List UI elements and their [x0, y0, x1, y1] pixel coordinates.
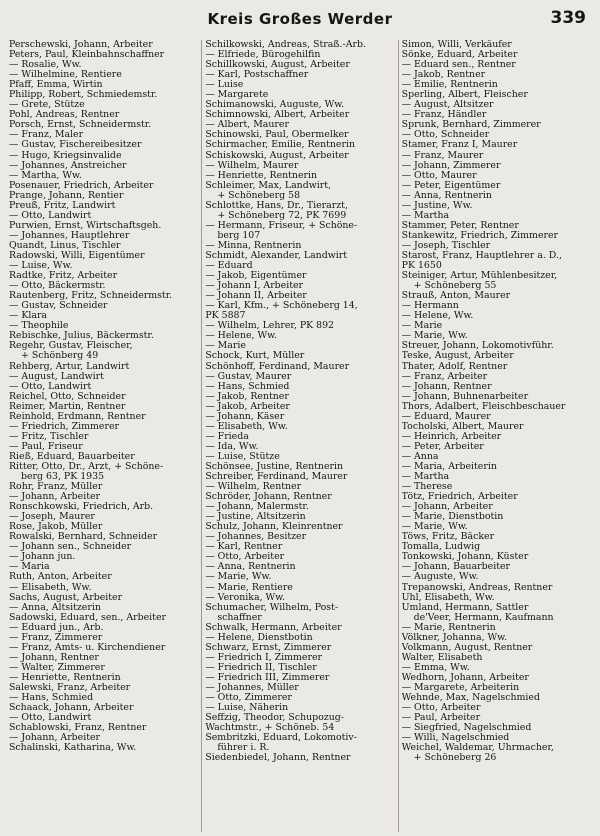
directory-entry: Porsch, Ernst, Schneidermstr.: [9, 120, 152, 131]
directory-entry: Pohl, Andreas, Rentner: [9, 110, 120, 121]
directory-entry: Salewski, Franz, Arbeiter: [9, 683, 131, 693]
directory-entry: — August, Altsitzer: [401, 100, 494, 111]
directory-entry: — Wilhelm, Maurer: [205, 160, 299, 171]
directory-entry: — Eduard sen., Rentner: [401, 60, 516, 71]
directory-entry: — Justine, Ww.: [401, 200, 473, 211]
directory-entry: + Schöneberg 26: [413, 753, 497, 764]
directory-entry: — Otto, Arbeiter: [205, 552, 285, 563]
directory-entry: — Karl, Postschaffner: [205, 70, 309, 81]
directory-entry: Umland, Hermann, Sattler: [401, 602, 529, 613]
directory-entry: — Johann, Malermstr.: [205, 502, 309, 513]
directory-entry: Thater, Adolf, Rentner: [401, 361, 508, 372]
directory-entry: Schönsee, Justine, Rentnerin: [205, 461, 344, 472]
directory-entry: — Justine, Altsitzerin: [205, 512, 306, 523]
directory-entry: Sachs, August, Arbeiter: [9, 592, 123, 603]
directory-entry: Prange, Johann, Rentier: [9, 190, 124, 201]
directory-entry: — Friedrich, Zimmerer: [9, 421, 119, 432]
directory-entry: — Helene, Ww.: [205, 331, 278, 342]
directory-entry: Schilkowski, Andreas, Straß.-Arb.: [205, 40, 366, 50]
directory-entry: Schablowski, Franz, Rentner: [9, 723, 147, 734]
directory-entry: — Auguste, Ww.: [401, 572, 479, 583]
directory-entry: — Luise, Ww.: [9, 261, 73, 272]
directory-entry: — Elisabeth, Ww.: [9, 582, 92, 593]
directory-entry: — Helene, Ww.: [401, 311, 474, 322]
directory-entry: Schillkowski, August, Arbeiter: [205, 60, 350, 71]
directory-entry: — Hans, Schmied: [9, 693, 94, 704]
directory-entry: Purwien, Ernst, Wirtschaftsgeh.: [9, 220, 162, 231]
directory-entry: Schirmacher, Emilie, Rentnerin: [205, 140, 355, 151]
directory-entry: Sprunk, Bernhard, Zimmerer: [401, 120, 541, 131]
directory-entry: Thors, Adalbert, Fleischbeschauer: [401, 401, 566, 412]
directory-entry: — Franz, Maler: [9, 130, 84, 141]
directory-entry: — Peter, Arbeiter: [401, 441, 484, 452]
directory-entry: — Hermann, Friseur, + Schöne-: [205, 220, 358, 231]
directory-entry: — Anna, Rentnerin: [205, 562, 296, 573]
directory-entry: — Hugo, Kriegsinvalide: [9, 150, 122, 161]
directory-entry: — Emma, Ww.: [401, 662, 470, 673]
directory-entry: Sperling, Albert, Fleischer: [401, 90, 528, 101]
directory-entry: Rowalski, Bernhard, Schneider: [9, 532, 158, 543]
directory-entry: — Johann, Rentner: [9, 652, 99, 663]
directory-entry: Wedhorn, Johann, Arbeiter: [401, 672, 529, 683]
directory-entry: — Veronika, Ww.: [205, 592, 286, 603]
directory-entry: Starost, Franz, Hauptlehrer a. D.,: [401, 250, 562, 261]
directory-entry: Ritter, Otto, Dr., Arzt, + Schöne-: [9, 461, 164, 472]
directory-entry: — Joseph, Maurer: [9, 512, 95, 523]
directory-entry: + Schöneberg 55: [413, 281, 497, 292]
directory-entry: Sadowski, Eduard, sen., Arbeiter: [9, 612, 166, 623]
directory-entry: — Gustav, Maurer: [205, 371, 292, 382]
directory-entry: — Franz, Amts- u. Kirchendiener: [9, 642, 166, 653]
directory-entry: — Martha, Ww.: [9, 170, 82, 181]
directory-column-3: [399, 40, 594, 832]
directory-entry: — Fritz, Tischler: [9, 431, 89, 442]
directory-entry: Schimnowski, Albert, Arbeiter: [205, 110, 350, 121]
directory-entry: Quandt, Linus, Tischler: [9, 240, 121, 251]
directory-entry: — Johann I, Arbeiter: [205, 281, 304, 292]
page-number: 339: [550, 8, 586, 28]
directory-entry: — Wilhelm, Rentner: [205, 482, 302, 493]
directory-entry: Schulz, Johann, Kleinrentner: [205, 522, 343, 533]
directory-entry: Schreiber, Ferdinand, Maurer: [205, 472, 348, 483]
directory-entry: Siedenbiedel, Johann, Rentner: [205, 753, 351, 764]
directory-entry: Philipp, Robert, Schmiedemstr.: [9, 90, 158, 101]
directory-entry: Schönhoff, Ferdinand, Maurer: [205, 361, 350, 372]
directory-entry: — Hermann: [401, 301, 459, 312]
directory-entry: — Therese: [401, 482, 453, 493]
directory-entry: — Johann II, Arbeiter: [205, 291, 307, 302]
directory-entry: Schlottke, Hans, Dr., Tierarzt,: [205, 200, 348, 211]
directory-column-1: [6, 40, 202, 832]
directory-entry: — Franz, Zimmerer: [9, 632, 103, 643]
directory-entry: — Ida, Ww.: [205, 441, 259, 452]
directory-entry: — Johann jun.: [9, 552, 76, 563]
directory-entry: — Henriette, Rentnerin: [205, 170, 318, 181]
directory-entry: Stamer, Franz I, Maurer: [401, 140, 518, 151]
directory-entry: — Elfriede, Bürogehilfin: [205, 50, 321, 61]
directory-entry: — Willi, Nagelschmied: [401, 733, 510, 744]
directory-entry: de'Veer, Hermann, Kaufmann: [413, 612, 554, 623]
directory-entry: Trepanowski, Andreas, Rentner: [401, 582, 553, 593]
page-header: [0, 10, 600, 34]
directory-entry: — Theophile: [9, 321, 69, 332]
directory-entry: Rohr, Franz, Müller: [9, 482, 103, 493]
directory-entry: Schiskowski, August, Arbeiter: [205, 150, 349, 161]
directory-entry: — Otto, Maurer: [401, 170, 477, 181]
directory-entry: — Johann, Käser: [205, 411, 285, 422]
directory-entry: — Marie: [205, 341, 246, 352]
directory-entry: Stammer, Peter, Rentner: [401, 220, 519, 231]
directory-entry: Walter, Elisabeth: [401, 652, 483, 663]
directory-entry: — Paul, Arbeiter: [401, 713, 481, 724]
directory-entry: — Otto, Bäckermstr.: [9, 281, 106, 292]
directory-entry: — Otto, Schneider: [401, 130, 490, 141]
directory-entry: Sönke, Eduard, Arbeiter: [401, 50, 518, 61]
directory-entry: — Joseph, Tischler: [401, 240, 491, 251]
directory-entry: Regehr, Gustav, Fleischer,: [9, 341, 133, 352]
directory-entry: — Marie, Ww.: [205, 572, 272, 583]
directory-entry: — Marie, Ww.: [401, 522, 468, 533]
directory-entry: Seffzig, Theodor, Schupozug-: [205, 713, 344, 724]
directory-entry: — Helene, Dienstbotin: [205, 632, 313, 643]
directory-entry: — Martha: [401, 210, 450, 221]
directory-entry: Töws, Fritz, Bäcker: [401, 532, 495, 543]
directory-entry: — Johann, Arbeiter: [9, 733, 101, 744]
directory-entry: Reimer, Martin, Rentner: [9, 401, 126, 412]
directory-entry: Ronschkowski, Friedrich, Arb.: [9, 502, 154, 513]
directory-entry: — Johannes, Besitzer: [205, 532, 307, 543]
directory-entry: — Marie, Dienstbotin: [401, 512, 504, 523]
directory-entry: + Schönberg 49: [21, 351, 99, 362]
directory-entry: — Karl, Rentner: [205, 542, 283, 553]
directory-entry: Tocholski, Albert, Maurer: [401, 421, 524, 432]
directory-entry: — Marie, Rentnerin: [401, 622, 496, 633]
directory-entry: Strauß, Anton, Maurer: [401, 291, 511, 302]
directory-entry: Schwalk, Hermann, Arbeiter: [205, 622, 342, 633]
directory-entry: — Klara: [9, 311, 48, 322]
directory-entry: — Emilie, Rentnerin: [401, 80, 498, 91]
directory-entry: Schaack, Johann, Arbeiter: [9, 703, 134, 714]
directory-entry: + Schöneberg 58: [217, 190, 301, 201]
directory-entry: — Franz, Maurer: [401, 150, 484, 161]
directory-entry: — Marie, Ww.: [401, 331, 468, 342]
directory-entry: — Gustav, Fischereibesitzer: [9, 140, 142, 151]
directory-entry: PK 1650: [401, 261, 442, 272]
directory-entry: — Johannes, Hauptlehrer: [9, 230, 130, 241]
directory-entry: Schumacher, Wilhelm, Post-: [205, 602, 339, 613]
directory-entry: — Johannes, Müller: [205, 683, 299, 693]
directory-entry: Schleimer, Max, Landwirt,: [205, 180, 331, 191]
directory-entry: Peters, Paul, Kleinbahnschaffner: [9, 50, 165, 61]
directory-entry: — Wilhelm, Lehrer, PK 892: [205, 321, 335, 332]
directory-entry: Volkmann, August, Rentner: [401, 642, 533, 653]
directory-entry: Weichel, Waldemar, Uhrmacher,: [401, 743, 554, 754]
directory-entry: Schimanowski, Auguste, Ww.: [205, 100, 345, 111]
directory-entry: Tötz, Friedrich, Arbeiter: [401, 492, 518, 503]
directory-entry: — Eduard: [205, 261, 253, 272]
directory-entry: berg 107: [217, 230, 261, 241]
directory-entry: — Friedrich I, Zimmerer: [205, 652, 322, 663]
directory-entry: Völkner, Johanna, Ww.: [401, 632, 508, 643]
directory-entry: Rehberg, Artur, Landwirt: [9, 361, 130, 372]
directory-entry: PK 5887: [205, 311, 246, 322]
directory-entry: — Frieda: [205, 431, 249, 442]
directory-entry: — Elisabeth, Ww.: [205, 421, 288, 432]
directory-entry: — Maria, Arbeiterin: [401, 461, 497, 472]
directory-entry: Tomalla, Ludwig: [401, 542, 481, 553]
directory-entry: — Jakob, Rentner: [205, 391, 289, 402]
directory-entry: — Otto, Landwirt: [9, 381, 92, 392]
directory-entry: — Luise, Näherin: [205, 703, 289, 714]
directory-entry: — Jakob, Eigentümer: [205, 271, 307, 282]
directory-entry: berg 63, PK 1935: [21, 472, 105, 483]
directory-entry: — Karl, Kfm., + Schöneberg 14,: [205, 301, 358, 312]
page-title: Kreis Großes Werder: [207, 10, 393, 28]
directory-entry: Perschewski, Johann, Arbeiter: [9, 40, 153, 50]
directory-entry: — Peter, Eigentümer: [401, 180, 501, 191]
directory-entry: — Marie, Rentiere: [205, 582, 293, 593]
directory-entry: Posenauer, Friedrich, Arbeiter: [9, 180, 154, 191]
directory-entry: — Wilhelmine, Rentiere: [9, 70, 122, 81]
directory-entry: — Martha: [401, 472, 450, 483]
directory-entry: — Walter, Zimmerer: [9, 662, 105, 673]
directory-entry: Pfaff, Emma, Wirtin: [9, 80, 103, 91]
directory-entry: — Margarete: [205, 90, 269, 101]
directory-entry: — Luise: [205, 80, 244, 91]
directory-entry: — Hans, Schmied: [205, 381, 290, 392]
directory-entry: — Maria: [9, 562, 50, 573]
directory-entry: — Otto, Zimmerer: [205, 693, 292, 704]
directory-entry: Steiniger, Artur, Mühlenbesitzer,: [401, 271, 558, 282]
directory-entry: — Rosalie, Ww.: [9, 60, 82, 71]
directory-entry: — Margarete, Arbeiterin: [401, 683, 520, 693]
directory-entry: Simon, Willi, Verkäufer: [401, 40, 512, 50]
directory-entry: — Grete, Stütze: [9, 100, 85, 111]
directory-entry: — Johann, Zimmerer: [401, 160, 501, 171]
directory-entry: — Jakob, Arbeiter: [205, 401, 290, 412]
directory-entry: Preuß, Fritz, Landwirt: [9, 200, 116, 211]
directory-entry: — Jakob, Rentner: [401, 70, 486, 81]
directory-entry: Wehnde, Max, Nagelschmied: [401, 693, 540, 704]
directory-entry: — Johann, Buhnenarbeiter: [401, 391, 529, 402]
directory-column-2: [202, 40, 398, 832]
directory-entry: — Eduard jun., Arb.: [9, 622, 104, 633]
directory-entry: Schinowski, Paul, Obermelker: [205, 130, 349, 141]
directory-entry: — Paul, Friseur: [9, 441, 83, 452]
directory-entry: Schwarz, Ernst, Zimmerer: [205, 642, 332, 653]
directory-entry: — Gustav, Schneider: [9, 301, 108, 312]
directory-entry: Radowski, Willi, Eigentümer: [9, 250, 145, 261]
directory-entry: schaffner: [217, 612, 262, 623]
directory-entry: Rieß, Eduard, Bauarbeiter: [9, 451, 135, 462]
directory-entry: — Johann, Arbeiter: [9, 492, 101, 503]
directory-entry: — Anna, Rentnerin: [401, 190, 492, 201]
directory-entry: — Luise, Stütze: [205, 451, 280, 462]
directory-entry: Rebischke, Julius, Bäckermstr.: [9, 331, 154, 342]
directory-entry: führer i. R.: [217, 743, 270, 754]
directory-entry: Schmidt, Alexander, Landwirt: [205, 250, 347, 261]
directory-entry: Rautenberg, Fritz, Schneidermstr.: [9, 291, 173, 302]
directory-entry: — Johannes, Anstreicher: [9, 160, 127, 171]
directory-entry: — Johann, Arbeiter: [401, 502, 493, 513]
directory-entry: Reinhold, Erdmann, Rentner: [9, 411, 146, 422]
directory-entry: — Henriette, Rentnerin: [9, 672, 121, 683]
directory-entry: Rose, Jakob, Müller: [9, 522, 103, 533]
directory-entry: — Johann, Bauarbeiter: [401, 562, 511, 573]
directory-entry: — Otto, Arbeiter: [401, 703, 481, 714]
directory-entry: + Schöneberg 72, PK 7699: [217, 210, 347, 221]
directory-entry: Sembritzki, Eduard, Lokomotiv-: [205, 733, 357, 744]
directory-entry: — Anna, Altsitzerin: [9, 602, 101, 613]
directory-entry: Stankewitz, Friedrich, Zimmerer: [401, 230, 559, 241]
directory-entry: — Franz, Arbeiter: [401, 371, 488, 382]
directory-entry: — Johann, Rentner: [401, 381, 492, 392]
directory-entry: — Friedrich III, Zimmerer: [205, 672, 330, 683]
directory-entry: Streuer, Johann, Lokomotivführ.: [401, 341, 554, 352]
directory-entry: — Anna: [401, 451, 439, 462]
directory-entry: Schalinski, Katharina, Ww.: [9, 743, 137, 754]
directory-entry: — Johann sen., Schneider: [9, 542, 132, 553]
directory-entry: — Friedrich II, Tischler: [205, 662, 317, 673]
directory-entry: Uhl, Elisabeth, Ww.: [401, 592, 495, 603]
directory-entry: — Minna, Rentnerin: [205, 240, 302, 251]
directory-entry: Ruth, Anton, Arbeiter: [9, 572, 112, 583]
directory-entry: — Siegfried, Nagelschmied: [401, 723, 532, 734]
directory-entry: Tonkowski, Johann, Küster: [401, 552, 529, 563]
directory-columns: [6, 40, 594, 832]
directory-entry: — Franz, Händler: [401, 110, 487, 121]
directory-entry: Teske, August, Arbeiter: [401, 351, 514, 362]
directory-entry: Reichel, Otto, Schneider: [9, 391, 126, 402]
directory-entry: — Otto, Landwirt: [9, 210, 92, 221]
directory-entry: — Marie: [401, 321, 443, 332]
directory-entry: — August, Landwirt: [9, 371, 104, 382]
directory-entry: Schröder, Johann, Rentner: [205, 492, 332, 503]
directory-entry: — Eduard, Maurer: [401, 411, 491, 422]
directory-entry: — Albert, Maurer: [205, 120, 289, 131]
directory-entry: Radtke, Fritz, Arbeiter: [9, 271, 118, 282]
directory-entry: — Heinrich, Arbeiter: [401, 431, 502, 442]
directory-entry: — Otto, Landwirt: [9, 713, 92, 724]
directory-entry: Wachtmstr., + Schöneb. 54: [205, 723, 335, 734]
directory-entry: Schock, Kurt, Müller: [205, 351, 305, 362]
